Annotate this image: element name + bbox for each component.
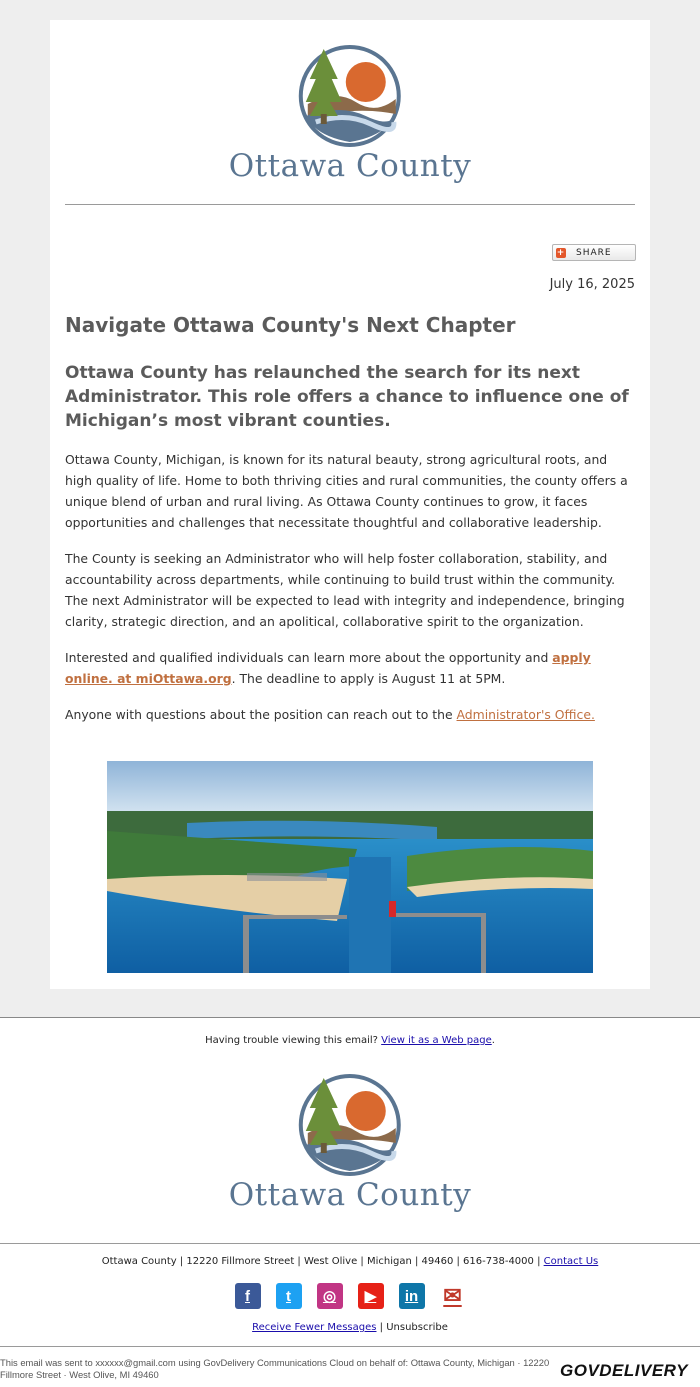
email-footer bbox=[0, 1018, 700, 1387]
social-links bbox=[0, 1283, 700, 1309]
receive-fewer-messages-link[interactable]: Receive Fewer Messages bbox=[252, 1322, 377, 1333]
share-button[interactable] bbox=[552, 244, 636, 261]
footer-divider-mid bbox=[0, 1243, 700, 1244]
footer-county-seal-icon bbox=[296, 1073, 404, 1177]
facebook-icon[interactable]: f bbox=[235, 1283, 261, 1309]
contact-us-link[interactable]: Contact Us bbox=[543, 1256, 599, 1267]
paragraph-4-text: Anyone with questions about the position can reach out to the bbox=[65, 707, 457, 722]
paragraph-2: The County is seeking an Administrator who will help foster collaboration, stability, and accountability across departments, while continuing to build trust within the community. The next Administrator will be expected to lead with integrity and independence, bringing clarity, strategic direction, and an apolitical, collaborative spirit to the organization. bbox=[65, 551, 625, 629]
view-web-notice bbox=[0, 1035, 700, 1046]
footer-address bbox=[0, 1256, 700, 1267]
harbor-aerial-photo bbox=[107, 761, 593, 973]
paragraph-3-deadline: . The deadline to apply is August 11 at 5PM. bbox=[231, 671, 506, 686]
twitter-icon[interactable]: t bbox=[276, 1283, 302, 1309]
sent-notice: This email was sent to xxxxxx@gmail.com using GovDelivery Communications Cloud on behalf of: Ottawa County, Michigan · 12220 Fillmore Street · West Olive, MI 49460 bbox=[0, 1357, 550, 1380]
subscription-links bbox=[0, 1322, 700, 1333]
paragraph-3 bbox=[65, 647, 635, 689]
county-seal-icon bbox=[296, 44, 404, 148]
ottawa-county-logo bbox=[229, 44, 471, 184]
email-icon[interactable]: ✉ bbox=[440, 1283, 466, 1309]
administrators-office-link[interactable]: Administrator's Office. bbox=[456, 707, 595, 722]
paragraph-1: Ottawa County, Michigan, is known for its natural beauty, strong agricultural roots, and high quality of life. Home to both thriving cities and rural communities, the county offers a unique blend of urban and rural living. As Ottawa County continues to grow, it faces opportunities and challenges that necessitate thoughtful and collaborative leadership. bbox=[65, 452, 628, 530]
footer-divider-bottom bbox=[0, 1346, 700, 1347]
youtube-icon[interactable]: ▶ bbox=[358, 1283, 384, 1309]
paragraph-3-text: Interested and qualified individuals can learn more about the opportunity and bbox=[65, 650, 553, 665]
view-web-period: . bbox=[491, 1035, 495, 1046]
footer-logo-wordmark: Ottawa County bbox=[228, 1177, 472, 1213]
address-text: Ottawa County | 12220 Fillmore Street | West Olive | Michigan | 49460 | 616-738-4000 | bbox=[101, 1256, 544, 1267]
article-title: Navigate Ottawa County's Next Chapter bbox=[65, 313, 516, 337]
view-web-page-link[interactable]: View it as a Web page bbox=[381, 1035, 492, 1046]
linkedin-icon[interactable]: in bbox=[399, 1283, 425, 1309]
apply-online-link[interactable]: apply online. at miOttawa.org bbox=[65, 650, 591, 686]
share-label: SHARE bbox=[576, 247, 612, 258]
logo-wordmark: Ottawa County bbox=[228, 148, 472, 184]
view-web-text: Having trouble viewing this email? bbox=[205, 1035, 382, 1046]
header-divider bbox=[65, 204, 635, 205]
article-subtitle: Ottawa County has relaunched the search for its next Administrator. This role offers a chance to influence one of Michigan’s most vibrant counties. bbox=[65, 363, 629, 431]
govdelivery-logo[interactable]: GOVDELIVERY bbox=[560, 1361, 688, 1380]
unsubscribe-text[interactable]: | Unsubscribe bbox=[376, 1322, 448, 1333]
instagram-icon[interactable]: ◎ bbox=[317, 1283, 343, 1309]
share-plus-icon: + bbox=[556, 247, 566, 258]
footer-logo bbox=[229, 1073, 471, 1213]
paragraph-4 bbox=[65, 704, 635, 725]
article-date: July 16, 2025 bbox=[549, 277, 635, 292]
email-card bbox=[50, 20, 650, 989]
